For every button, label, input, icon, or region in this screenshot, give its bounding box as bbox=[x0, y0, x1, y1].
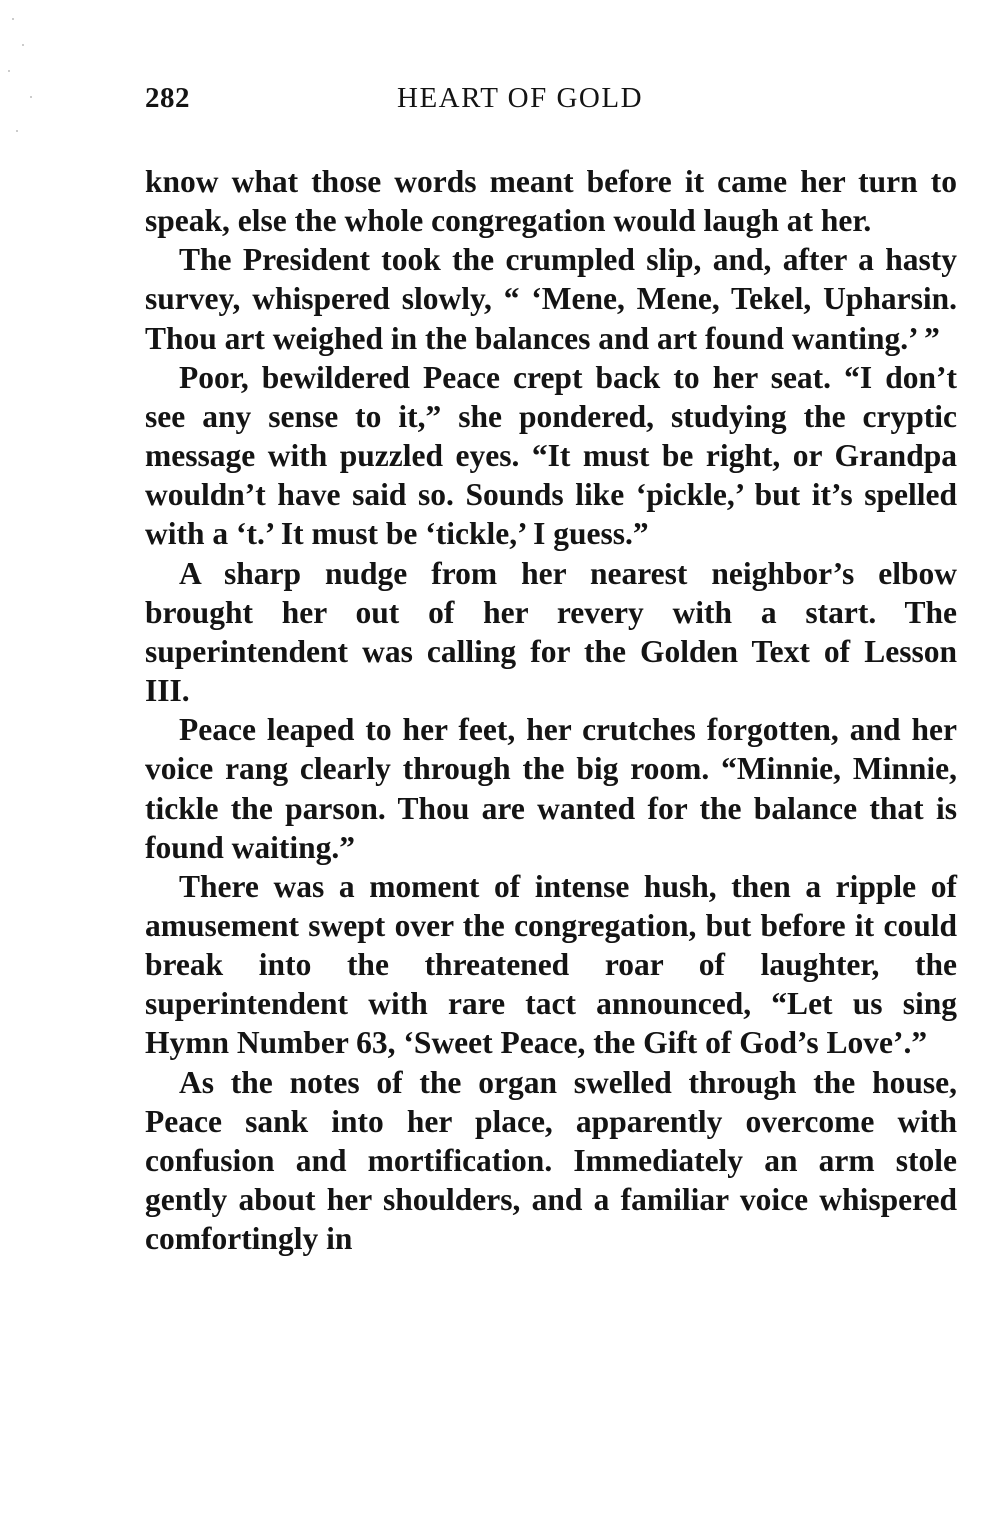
paper-speck bbox=[22, 44, 24, 46]
paper-speck bbox=[12, 18, 14, 20]
paper-speck bbox=[8, 70, 10, 72]
paragraph: As the notes of the organ swelled through the house, Peace sank into her place, apparently overcome with confusion and mortification. Immediately an arm stole gently about her shoulders, and a familiar voice whispered comfortingly in bbox=[145, 1064, 957, 1257]
paragraph: know what those words meant before it came her turn to speak, else the whole congregation would laugh at her. bbox=[145, 164, 957, 239]
body-text bbox=[145, 162, 957, 1258]
page-number: 282 bbox=[145, 82, 190, 114]
paper-speck bbox=[30, 96, 32, 98]
paragraph: The President took the crumpled slip, and, after a hasty survey, whispered slowly, “ ‘Mene, Mene, Tekel, Upharsin. Thou art weighed in the balances and art found wanting.’ ” bbox=[145, 242, 957, 356]
paragraph: There was a moment of intense hush, then a ripple of amusement swept over the congregation, but before it could break into the threatened roar of laughter, the superintendent with rare tact announced, “Let us sing Hymn Number 63, ‘Sweet Peace, the Gift of God’s Love’.” bbox=[145, 868, 957, 1061]
running-head: HEART OF GOLD bbox=[397, 82, 644, 114]
paragraph: Peace leaped to her feet, her crutches forgotten, and her voice rang clearly through the big room. “Minnie, Minnie, tickle the parson. Thou are wanted for the balance that is found waiting.” bbox=[145, 712, 957, 865]
paper-speck bbox=[16, 130, 18, 132]
paragraph: Poor, bewildered Peace crept back to her seat. “I don’t see any sense to it,” she pondered, studying the cryptic message with puzzled eyes. “It must be right, or Grandpa wouldn’t have said so. Sounds like ‘pickle,’ but it’s spelled with a ‘t.’ It must be ‘tickle,’ I guess.” bbox=[145, 359, 957, 552]
paragraph: A sharp nudge from her nearest neighbor’s elbow brought her out of her revery with a start. The superintendent was calling for the Golden Text of Lesson III. bbox=[145, 555, 957, 709]
page-header bbox=[145, 82, 957, 122]
